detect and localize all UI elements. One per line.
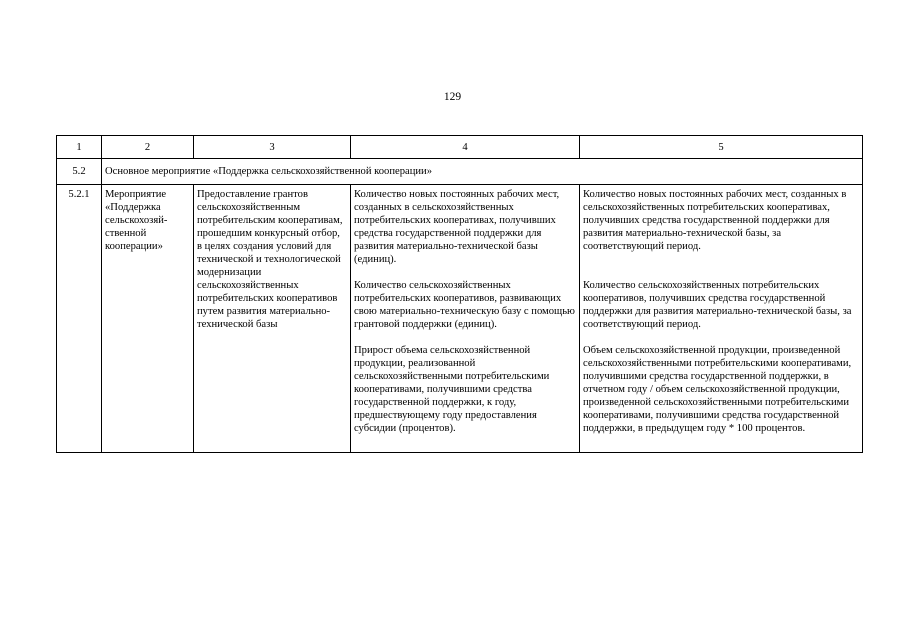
header-col-2: 2: [102, 136, 194, 159]
header-col-4: 4: [351, 136, 580, 159]
program-table: [56, 135, 863, 453]
header-col-3: 3: [194, 136, 351, 159]
header-col-1: 1: [57, 136, 102, 159]
header-row: [57, 136, 863, 159]
method-2: Количество сельскохозяйственных потребительских кооперативов, получивших средства государственной поддержки для развития материально-технической базы, за соответствующий период.: [583, 280, 852, 330]
table-row: [57, 185, 863, 453]
indicator-1: Количество новых постоянных рабочих мест, созданных в сельскохозяйственных потребительских кооперативах, получивших средства государственной поддержки для развития материально-технической базы (единиц).: [354, 189, 560, 265]
row-number: 5.2.1: [57, 185, 102, 453]
measure-description: Предоставление грантов сельскохозяйственным потребительским кооперативам, прошедшим конкурсный отбор, в целях создания условий для технической и технологической модернизации сельскохозяйственных потребительских кооперативов путем развития материально-технической базы: [194, 185, 351, 453]
indicator-2: Количество сельскохозяйственных потребительских кооперативов, развивающих свою материально-техническую базу с помощью грантовой поддержки (единиц).: [354, 280, 575, 330]
section-title: Основное мероприятие «Поддержка сельскохозяйственной кооперации»: [102, 159, 863, 185]
method-3: Объем сельскохозяйственной продукции, произведенной сельскохозяйственными потребительскими кооперативами, получившими средства государственной поддержки, в отчетном году / объем сельскохозяйственной продукции, произведенной сельскохозяйственными потребительскими кооперативами, получившими средства государственной поддержки, в предыдущем году * 100 процентов.: [583, 345, 852, 434]
indicator-3: Прирост объема сельскохозяйственной продукции, реализованной сельскохозяйственными потребительскими кооперативами, получившими средства государственной поддержки, к году, предшествующему году предоставления субсидии (процентов).: [354, 345, 550, 434]
indicators-cell: [351, 185, 580, 453]
header-col-5: 5: [580, 136, 863, 159]
method-1: Количество новых постоянных рабочих мест, созданных в сельскохозяйственных потребительских кооперативах, получивших средства государственной поддержки для развития материально-технической базы, за соответствующий период.: [583, 189, 847, 252]
measure-name: Мероприятие «Поддержка сельскохозяй-ственной кооперации»: [102, 185, 194, 453]
section-number: 5.2: [57, 159, 102, 185]
page-number: 129: [443, 91, 462, 103]
section-row: [57, 159, 863, 185]
methods-cell: [580, 185, 863, 453]
